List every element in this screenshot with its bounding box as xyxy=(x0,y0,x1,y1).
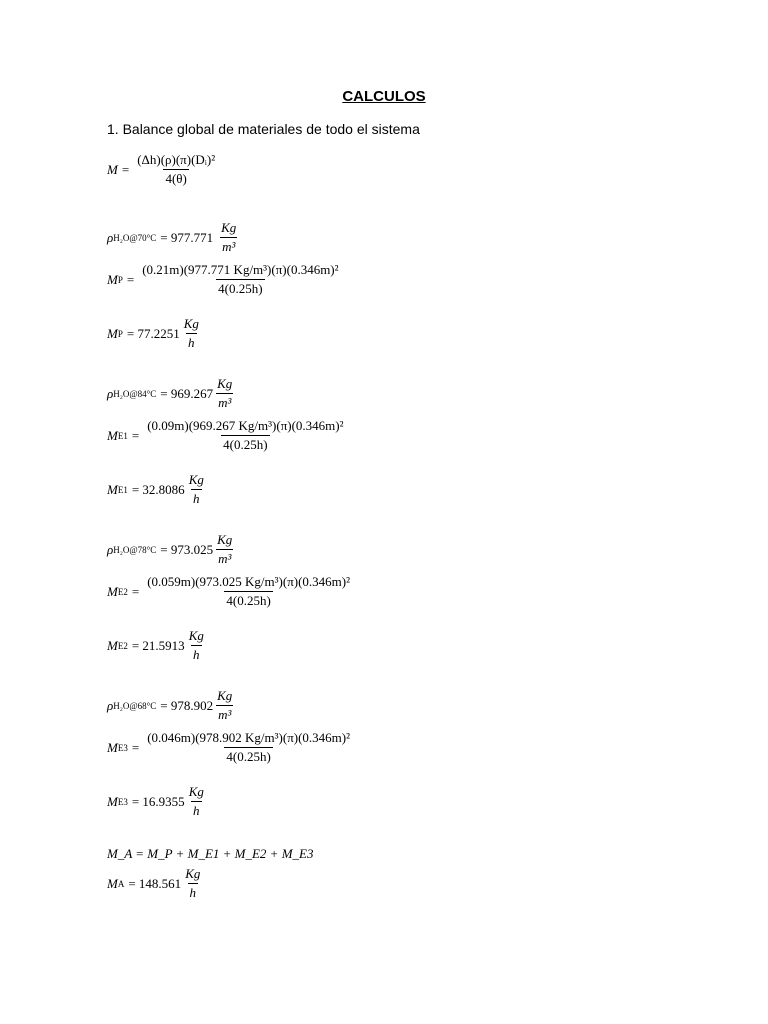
page-title: CALCULOS xyxy=(342,88,426,105)
eq-lhs: M xyxy=(107,481,118,497)
equation-rho-70 xyxy=(107,220,240,255)
eq-subscript: E2 xyxy=(117,586,128,597)
eq-lhs: M xyxy=(107,271,118,287)
eq-lhs: ρ xyxy=(107,697,114,713)
unit-numerator: Kg xyxy=(188,472,204,487)
eq-subscript: P xyxy=(117,274,123,285)
eq-lhs: M xyxy=(107,739,118,755)
equation-me1 xyxy=(107,418,348,453)
eq-fraction xyxy=(145,574,352,609)
equation-rho-68 xyxy=(107,688,236,723)
unit-numerator: Kg xyxy=(217,688,233,703)
eq-lhs: M xyxy=(107,637,118,653)
unit-numerator: Kg xyxy=(217,376,233,391)
section-heading: 1. Balance global de materiales de todo el sistema xyxy=(107,121,420,137)
eq-subscript: H₂O@70°C xyxy=(113,232,157,243)
equation-mp xyxy=(107,262,343,297)
eq-subscript: A xyxy=(117,878,125,889)
eq-subscript: E3 xyxy=(117,796,128,807)
eq-denominator: 4(θ) xyxy=(165,171,187,186)
eq-subscript: P xyxy=(117,328,123,339)
eq-unit xyxy=(187,784,206,819)
unit-numerator: Kg xyxy=(217,532,233,547)
eq-numerator: (0.21m)(977.771 Kg/m³)(π)(0.346m)² xyxy=(142,262,339,277)
eq-lhs: M xyxy=(107,325,118,341)
eq-numerator: (Δh)(ρ)(π)(Dᵢ)² xyxy=(137,152,216,167)
eq-lhs: ρ xyxy=(107,541,114,557)
equation-me2 xyxy=(107,574,354,609)
eq-fraction xyxy=(140,262,340,297)
eq-fraction xyxy=(135,152,217,187)
eq-equals: = xyxy=(121,161,130,177)
eq-value: = 978.902 xyxy=(160,697,214,713)
eq-value: = 973.025 xyxy=(160,541,214,557)
eq-unit xyxy=(182,316,201,351)
unit-denominator: m³ xyxy=(218,395,232,410)
eq-value: = 16.9355 xyxy=(131,793,185,809)
eq-numerator: (0.046m)(978.902 Kg/m³)(π)(0.346m)² xyxy=(147,730,351,745)
unit-numerator: Kg xyxy=(185,866,201,881)
unit-numerator: Kg xyxy=(188,628,204,643)
eq-lhs: M xyxy=(107,161,118,177)
eq-fraction xyxy=(145,418,345,453)
equation-mp-result xyxy=(107,316,203,351)
eq-unit xyxy=(187,628,206,663)
unit-numerator: Kg xyxy=(183,316,199,331)
equation-ma-sum: M_A = M_P + M_E1 + M_E2 + M_E3 xyxy=(107,846,314,861)
eq-lhs: M xyxy=(107,793,118,809)
unit-numerator: Kg xyxy=(188,784,204,799)
unit-denominator: m³ xyxy=(218,707,232,722)
unit-denominator: h xyxy=(193,491,200,506)
eq-equals: = xyxy=(131,583,140,599)
unit-denominator: h xyxy=(193,803,200,818)
eq-equals: = xyxy=(131,739,140,755)
eq-value: = 969.267 xyxy=(160,385,214,401)
equation-me3 xyxy=(107,730,354,765)
unit-denominator: h xyxy=(193,647,200,662)
eq-fraction xyxy=(145,730,352,765)
equation-me2-result xyxy=(107,628,208,663)
equation-rho-84 xyxy=(107,376,236,411)
unit-denominator: h xyxy=(189,885,197,900)
eq-value: = 21.5913 xyxy=(131,637,185,653)
eq-lhs: M xyxy=(107,875,118,891)
eq-denominator: 4(0.25h) xyxy=(218,281,263,296)
eq-subscript: H₂O@78°C xyxy=(113,544,157,555)
eq-subscript: H₂O@84°C xyxy=(113,388,157,399)
eq-value: = 977.771 xyxy=(160,229,214,245)
eq-numerator: (0.059m)(973.025 Kg/m³)(π)(0.346m)² xyxy=(147,574,351,589)
eq-lhs: M xyxy=(107,427,118,443)
eq-lhs: ρ xyxy=(107,385,114,401)
unit-denominator: m³ xyxy=(218,551,232,566)
eq-denominator: 4(0.25h) xyxy=(226,749,271,764)
eq-unit xyxy=(183,866,202,901)
equation-rho-78 xyxy=(107,532,236,567)
eq-subscript: E1 xyxy=(117,430,128,441)
equation-ma-result xyxy=(107,866,204,901)
eq-unit xyxy=(215,376,234,411)
eq-unit xyxy=(187,472,206,507)
eq-denominator: 4(0.25h) xyxy=(223,437,268,452)
eq-subscript: E2 xyxy=(117,640,128,651)
unit-denominator: h xyxy=(188,335,195,350)
unit-numerator: Kg xyxy=(221,220,237,235)
eq-unit xyxy=(219,220,238,255)
eq-subscript: H₂O@68°C xyxy=(113,700,157,711)
equation-me1-result xyxy=(107,472,208,507)
eq-value: = 32.8086 xyxy=(131,481,185,497)
eq-numerator: (0.09m)(969.267 Kg/m³)(π)(0.346m)² xyxy=(147,418,344,433)
eq-lhs: M xyxy=(107,583,118,599)
eq-unit xyxy=(215,532,234,567)
eq-value: = 148.561 xyxy=(128,875,182,891)
eq-unit xyxy=(215,688,234,723)
eq-value: = 77.2251 xyxy=(126,325,180,341)
eq-subscript: E3 xyxy=(117,742,128,753)
equation-general xyxy=(107,152,219,187)
eq-subscript: E1 xyxy=(117,484,128,495)
unit-denominator: m³ xyxy=(222,239,236,254)
eq-denominator: 4(0.25h) xyxy=(226,593,271,608)
eq-equals: = xyxy=(131,427,140,443)
equation-me3-result xyxy=(107,784,208,819)
eq-lhs: ρ xyxy=(107,229,114,245)
eq-equals: = xyxy=(126,271,135,287)
